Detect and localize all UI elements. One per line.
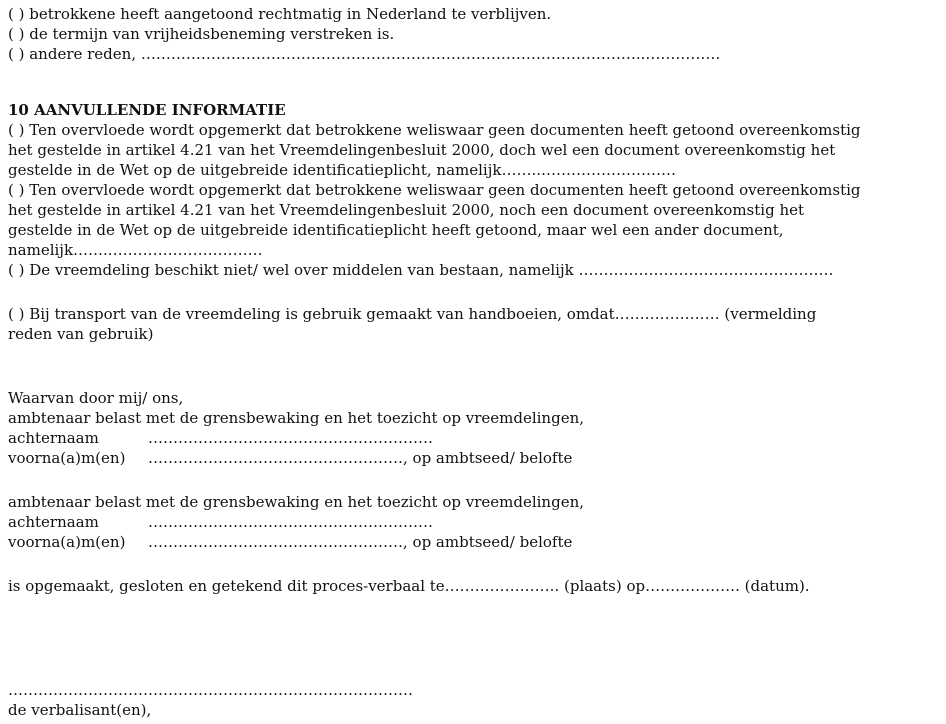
paragraph-line: ( ) Bij transport van de vreemdeling is gebruik gemaakt van handboeien, omdat………………… (vermelding [8, 305, 817, 323]
paragraph-line: ( ) Ten overvloede wordt opgemerkt dat betrokkene weliswaar geen documenten heeft getoond overeenkomstig [8, 181, 861, 199]
paragraph-line: het gestelde in artikel 4.21 van het Vreemdelingenbesluit 2000, noch een document overeenkomstig het [8, 201, 805, 219]
section-heading: 10 AANVULLENDE INFORMATIE [8, 101, 286, 119]
surname-field: ………………………………………………… [148, 513, 433, 531]
official-role: ambtenaar belast met de grensbewaking en het toezicht op vreemdelingen, [8, 493, 584, 511]
firstname-label: voorna(a)m(en) [8, 449, 126, 467]
surname-row [8, 428, 928, 448]
additional-info-paragraph-2 [8, 180, 928, 260]
official-1 [8, 408, 928, 468]
official-role: ambtenaar belast met de grensbewaking en het toezicht op vreemdelingen, [8, 409, 584, 427]
signature-label: de verbalisant(en), [8, 701, 152, 719]
official-2 [8, 492, 928, 552]
signature-intro: Waarvan door mij/ ons, [8, 389, 184, 407]
option-term-expired: ( ) de termijn van vrijheidsbeneming verstreken is. [8, 25, 395, 43]
paragraph-line: reden van gebruik) [8, 325, 154, 343]
surname-field: ………………………………………………… [148, 429, 433, 447]
firstname-row [8, 532, 928, 552]
closing-statement: is opgemaakt, gesloten en getekend dit proces-verbaal te………………….. (plaats) op………………. (datum). [8, 577, 810, 595]
additional-info-paragraph-1 [8, 120, 928, 180]
option-legal-residence: ( ) betrokkene heeft aangetoond rechtmatig in Nederland te verblijven. [8, 5, 552, 23]
surname-row [8, 512, 928, 532]
signature-block [8, 388, 928, 720]
document-page [8, 4, 928, 720]
means-of-subsistence-line: ( ) De vreemdeling beschikt niet/ wel over middelen van bestaan, namelijk …………………………………………… [8, 261, 834, 279]
firstname-label: voorna(a)m(en) [8, 533, 126, 551]
paragraph-line: ( ) Ten overvloede wordt opgemerkt dat betrokkene weliswaar geen documenten heeft getoond overeenkomstig [8, 121, 861, 139]
handcuffs-paragraph [8, 304, 928, 344]
section-10 [8, 100, 928, 344]
paragraph-line: het gestelde in artikel 4.21 van het Vreemdelingenbesluit 2000, doch wel een document overeenkomstig het [8, 141, 836, 159]
firstname-field: ……………………………………………, op ambtseed/ belofte [148, 449, 573, 467]
signature-line: ……………………………………………………………………… [8, 681, 413, 699]
firstname-field: ……………………………………………, op ambtseed/ belofte [148, 533, 573, 551]
surname-label: achternaam [8, 513, 99, 531]
surname-label: achternaam [8, 429, 99, 447]
top-options [8, 4, 928, 64]
paragraph-line: namelijk……..………………………… [8, 241, 263, 259]
option-other-reason: ( ) andere reden, ………………………………………………………………………………………..…………… [8, 45, 721, 63]
firstname-row [8, 448, 928, 468]
paragraph-line: gestelde in de Wet op de uitgebreide identificatieplicht, namelijk……..……………………… [8, 161, 676, 179]
paragraph-line: gestelde in de Wet op de uitgebreide identificatieplicht heeft getoond, maar wel een ander document, [8, 221, 784, 239]
